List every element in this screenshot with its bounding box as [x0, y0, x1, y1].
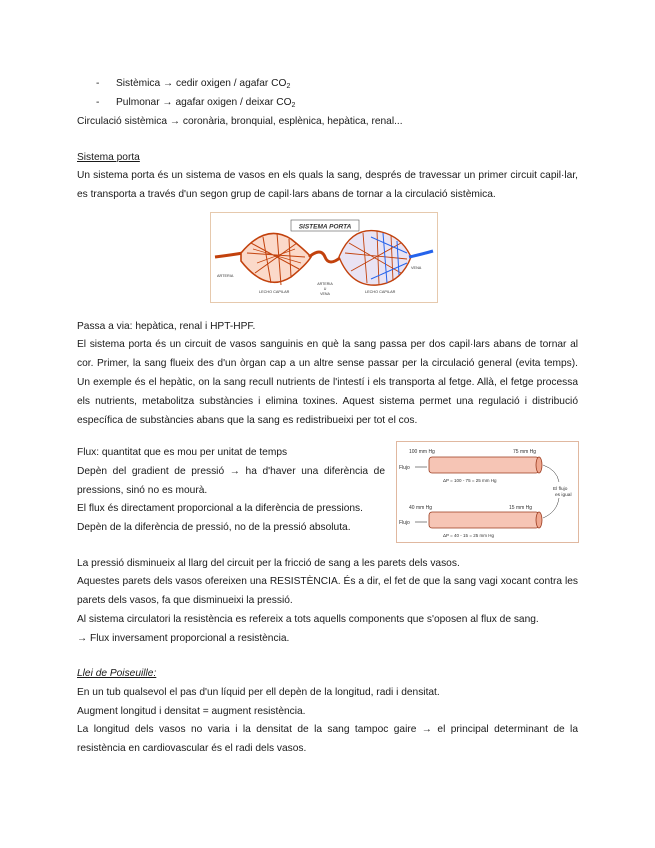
bullet-item: [96, 96, 99, 110]
resistencia-line-1: La pressió disminueix al llarg del circuit per la fricció de sang a les parets dels vasos.: [77, 558, 460, 569]
tube-2: [429, 512, 539, 528]
figure-sistema-porta: [210, 212, 438, 303]
tube-1: [429, 457, 539, 473]
vein-out: [409, 251, 433, 257]
figure-title: SISTEMA PORTA: [298, 223, 352, 231]
flux-line-4: Depèn de la diferència de pressió, no de la pressió absoluta.: [77, 522, 351, 533]
tube1-left-pressure: 100 mm Hg: [409, 449, 435, 455]
paragraph-sistema-porta: Un sistema porta és un sistema de vasos en els quals la sang, després de travessar un primer circuit capil·lar, es transporta a través d'un segon grup de capil·lars abans de tornar a la circulació sistèmica.: [77, 170, 578, 200]
label-lecho-2: LECHO CAPILAR: [365, 290, 396, 294]
tube2-left-pressure: 40 mm Hg: [409, 505, 433, 511]
portal-vessel: [309, 252, 341, 262]
tube1-delta: ΔP = 100 - 75 = 25 mm Hg: [443, 478, 497, 483]
label-arteria-vena-2: U: [323, 287, 327, 291]
poiseuille-paragraph: La longitud dels vasos no varia i la densitat de la sang tampoc gaire → el principal determinant de la resistència en cardiovascular és el radi dels vasos.: [77, 724, 578, 754]
tube2-delta: ΔP = 40 - 15 = 25 mm Hg: [443, 533, 494, 538]
circulacio-line: Circulació sistèmica → coronària, bronquial, esplènica, hepàtica, renal...: [77, 116, 403, 127]
resistencia-line-3: Al sistema circulatori la resistència es refereix a tots aquells components que s'oposen al flux de sang.: [77, 614, 539, 625]
tube1-right-pressure: 75 mm Hg: [513, 449, 537, 455]
label-lecho-1: LECHO CAPILAR: [259, 290, 290, 294]
figure-flux: [396, 441, 579, 543]
note-line-2: es igual: [555, 493, 572, 498]
resistencia-line-4: → Flux inversament proporcional a resistència.: [77, 633, 290, 644]
bullet-dash: -: [96, 78, 100, 89]
poiseuille-line-1: En un tub qualsevol el pas d'un líquid per ell depèn de la longitud, radi i densitat.: [77, 687, 440, 698]
section-heading-poiseuille: Llei de Poiseuille:: [77, 668, 157, 679]
label-arteria: ARTERIA: [217, 274, 234, 278]
passa-line: Passa a via: hepàtica, renal i HPT-HPF.: [77, 321, 256, 332]
flux-paragraph: Depèn del gradient de pressió → ha d'haver una diferència de pressions, sinó no es mourà.: [77, 466, 385, 496]
section-heading-sistema-porta: Sistema porta: [77, 152, 140, 163]
paragraph-passa: El sistema porta és un circuit de vasos sanguinis en què la sang passa per dos capil·lars abans de tornar al cor. Primer, la sang flueix des d'un òrgan cap a un altre sense passar per la circulació general (evita temps). Un exemple és el hepàtic, on la sang recull nutrients de l'intestí i els transporta al fetge. Allà, el fetge processa els nutrients, metabolitza substàncies i elimina toxines. Aquest sistema permet una regulació i distribució específica de substàncies abans que la sang es redistribueixi per tot el cos.: [77, 339, 578, 426]
label-arteria-vena-1: ARTERIA: [317, 282, 333, 286]
tube2-right-pressure: 15 mm Hg: [509, 505, 533, 511]
bullet-text-pulmonar: Pulmonar → agafar oxigen / deixar $CO_2$: [116, 97, 296, 109]
flujo-label-1: Flujo: [399, 465, 410, 471]
resistencia-paragraph: Aquestes parets dels vasos ofereixen una RESISTÈNCIA. És a dir, el fet de que la sang vagi xocant contra les parets dels vasos, fa que disminueixi la pressió.: [77, 576, 578, 606]
label-vena: VENA: [411, 266, 422, 270]
capillary-bed-2: [339, 231, 411, 286]
capillary-bed-1: [241, 233, 311, 285]
bullet-text-sistemica: Sistèmica → cedir oxigen / agafar $CO_2$: [116, 78, 291, 90]
sistema-porta-diagram: [211, 213, 437, 302]
note-line-1: El flujo: [553, 487, 568, 492]
label-arteria-vena-3: VENA: [320, 292, 330, 296]
bullet-dash: -: [96, 97, 100, 108]
artery-in: [215, 253, 243, 257]
flux-line-3: El flux és directament proporcional a la diferència de pressions.: [77, 503, 363, 514]
bullet-item: [96, 77, 99, 91]
flux-diagram: [397, 442, 578, 542]
flujo-label-2: Flujo: [399, 520, 410, 526]
flux-line-1: Flux: quantitat que es mou per unitat de temps: [77, 447, 288, 458]
poiseuille-line-2: Augment longitud i densitat = augment resistència.: [77, 706, 306, 717]
